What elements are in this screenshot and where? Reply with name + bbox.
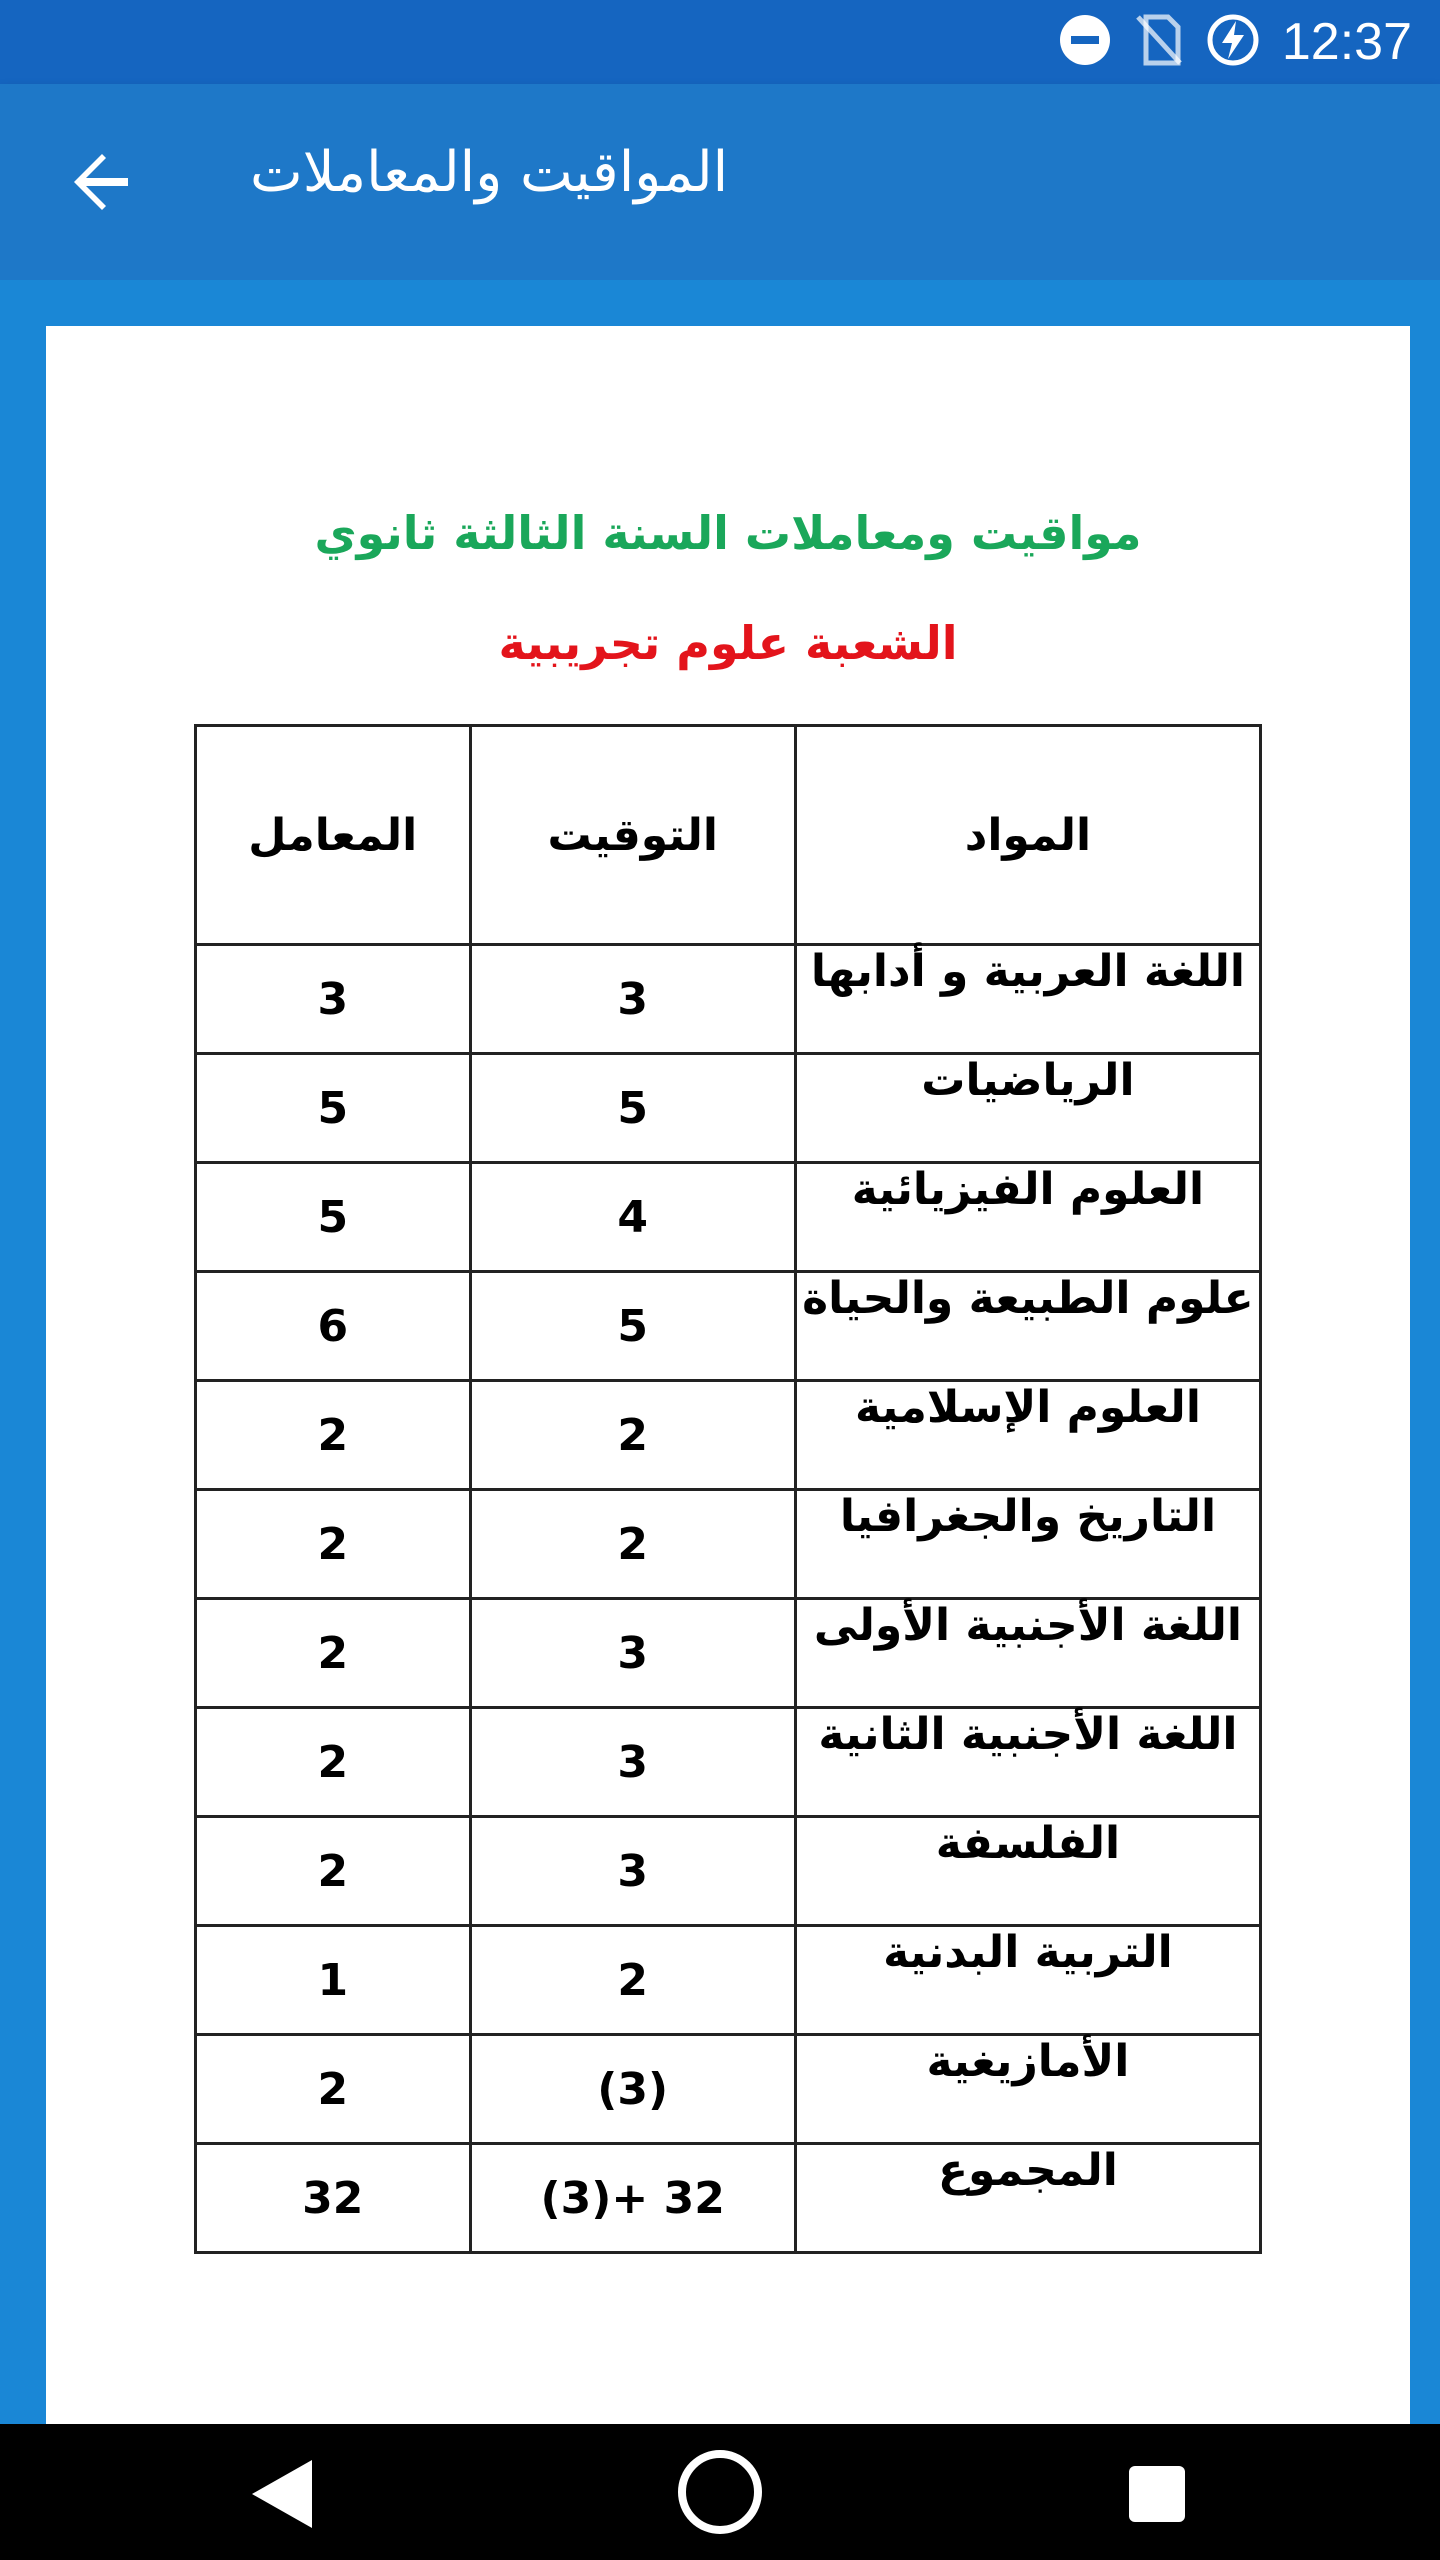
hours-cell: (3) bbox=[470, 2035, 795, 2144]
nav-back-button[interactable] bbox=[236, 2452, 326, 2536]
status-icons bbox=[1058, 0, 1412, 84]
table-total-row bbox=[196, 2144, 1261, 2253]
battery-charging-icon bbox=[1206, 13, 1260, 71]
subject-cell: الرياضيات bbox=[795, 1054, 1260, 1163]
table-row bbox=[196, 945, 1261, 1054]
content-area[interactable] bbox=[0, 280, 1440, 2424]
hours-cell: 3 bbox=[470, 1708, 795, 1817]
subject-cell: اللغة العربية و أدابها bbox=[795, 945, 1260, 1054]
coefficient-cell: 2 bbox=[196, 1381, 471, 1490]
coefficient-cell: 1 bbox=[196, 1926, 471, 2035]
table-row bbox=[196, 1599, 1261, 1708]
subject-cell: العلوم الفيزيائية bbox=[795, 1163, 1260, 1272]
subject-cell: الفلسفة bbox=[795, 1817, 1260, 1926]
hours-cell: 3 bbox=[470, 1817, 795, 1926]
subject-cell: اللغة الأجنبية الثانية bbox=[795, 1708, 1260, 1817]
coefficient-cell: 2 bbox=[196, 1817, 471, 1926]
hours-cell: 2 bbox=[470, 1490, 795, 1599]
subject-cell: اللغة الأجنبية الأولى bbox=[795, 1599, 1260, 1708]
coefficient-cell: 2 bbox=[196, 1490, 471, 1599]
table-row bbox=[196, 1708, 1261, 1817]
table-row bbox=[196, 1054, 1261, 1163]
table-row bbox=[196, 1272, 1261, 1381]
coefficient-cell: 6 bbox=[196, 1272, 471, 1381]
coefficient-cell: 2 bbox=[196, 1708, 471, 1817]
table-row bbox=[196, 1490, 1261, 1599]
subject-cell: علوم الطبيعة والحياة bbox=[795, 1272, 1260, 1381]
no-sim-icon bbox=[1134, 13, 1184, 71]
coefficient-cell: 2 bbox=[196, 2035, 471, 2144]
nav-recents-icon bbox=[1125, 2462, 1189, 2526]
app-title: المواقيت والمعاملات bbox=[250, 140, 729, 205]
total-hours: 32 +(3) bbox=[470, 2144, 795, 2253]
coefficient-cell: 2 bbox=[196, 1599, 471, 1708]
subject-cell: الأمازيغية bbox=[795, 2035, 1260, 2144]
hours-cell: 5 bbox=[470, 1054, 795, 1163]
table-row bbox=[196, 2035, 1261, 2144]
header-hours: التوقيت bbox=[470, 726, 795, 945]
do-not-disturb-icon bbox=[1058, 13, 1112, 71]
hours-cell: 5 bbox=[470, 1272, 795, 1381]
nav-back-icon bbox=[246, 2456, 316, 2532]
hours-cell: 3 bbox=[470, 1599, 795, 1708]
total-coefficient: 32 bbox=[196, 2144, 471, 2253]
nav-home-button[interactable] bbox=[672, 2444, 768, 2540]
arrow-back-icon bbox=[70, 150, 134, 214]
back-button[interactable] bbox=[54, 134, 150, 230]
app-bar bbox=[0, 84, 1440, 280]
header-subject: المواد bbox=[795, 726, 1260, 945]
coefficient-cell: 3 bbox=[196, 945, 471, 1054]
nav-recents-button[interactable] bbox=[1112, 2452, 1202, 2536]
coefficient-cell: 5 bbox=[196, 1163, 471, 1272]
coefficients-table bbox=[194, 724, 1262, 2254]
coefficient-cell: 5 bbox=[196, 1054, 471, 1163]
status-time: 12:37 bbox=[1281, 13, 1412, 71]
table-header-row bbox=[196, 726, 1261, 945]
table-row bbox=[196, 1817, 1261, 1926]
nav-home-icon bbox=[675, 2447, 765, 2537]
navigation-bar bbox=[0, 2424, 1440, 2560]
subject-cell: التربية البدنية bbox=[795, 1926, 1260, 2035]
document-subtitle: الشعبة علوم تجريبية bbox=[498, 616, 958, 670]
table-row bbox=[196, 1163, 1261, 1272]
hours-cell: 4 bbox=[470, 1163, 795, 1272]
hours-cell: 3 bbox=[470, 945, 795, 1054]
hours-cell: 2 bbox=[470, 1926, 795, 2035]
document-image bbox=[46, 326, 1410, 2426]
status-bar bbox=[0, 0, 1440, 84]
header-coefficient: المعامل bbox=[196, 726, 471, 945]
table-row bbox=[196, 1926, 1261, 2035]
hours-cell: 2 bbox=[470, 1381, 795, 1490]
table-row bbox=[196, 1381, 1261, 1490]
subject-cell: التاريخ والجغرافيا bbox=[795, 1490, 1260, 1599]
subject-cell: العلوم الإسلامية bbox=[795, 1381, 1260, 1490]
document-title: مواقيت ومعاملات السنة الثالثة ثانوي bbox=[314, 506, 1142, 560]
total-label: المجموع bbox=[795, 2144, 1260, 2253]
